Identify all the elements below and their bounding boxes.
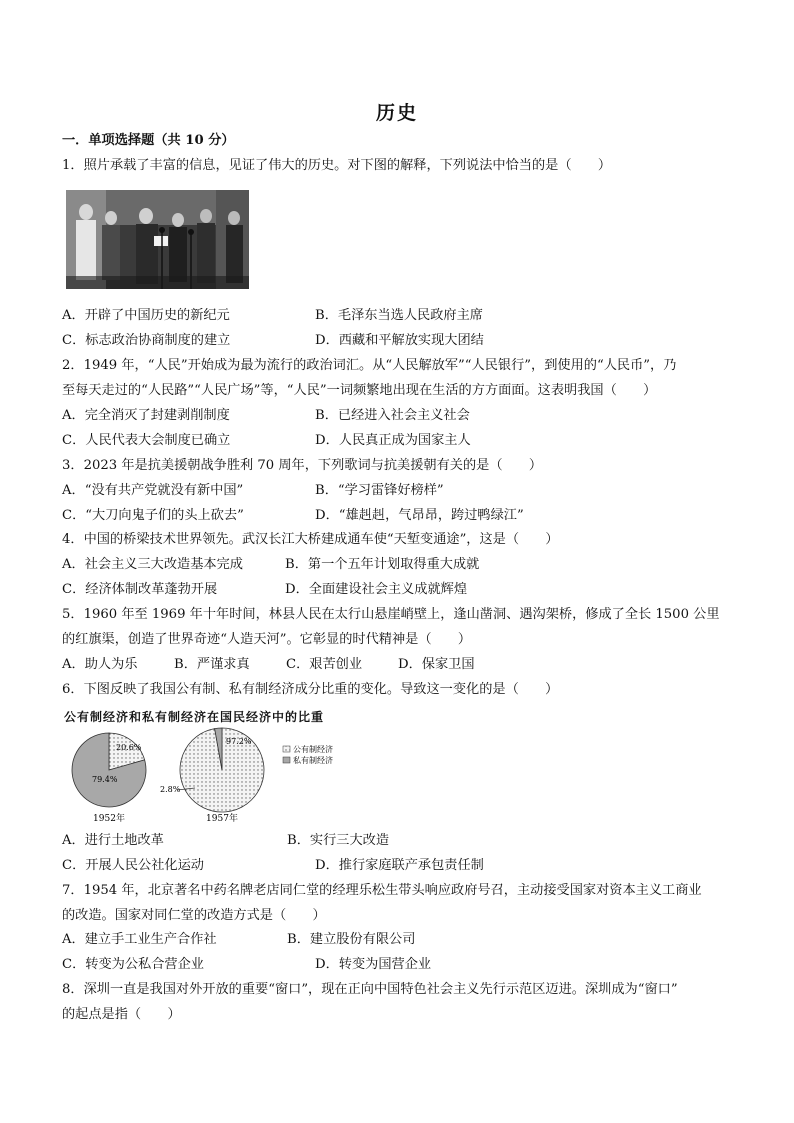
legend-private-label: 私有制经济: [293, 756, 333, 765]
question-1-stem: 1．照片承载了丰富的信息，见证了伟大的历史。对下图的解释，下列说法中恰当的是（ ）: [62, 158, 612, 173]
question-6-stem: 6．下图反映了我国公有制、私有制经济成分比重的变化。导致这一变化的是（ ）: [62, 682, 559, 697]
pie-1957-public-value: 97.2%: [226, 737, 252, 746]
q6-option-d: D．推行家庭联产承包责任制: [315, 858, 484, 873]
q5-option-c: C．艰苦创业: [286, 657, 363, 672]
pie-1957-private-value: 2.8%: [160, 785, 181, 794]
q3-option-d: D．“雄赳赳，气昂昂，跨过鸭绿江”: [315, 508, 524, 523]
question-8-stem-line2: 的起点是指（ ）: [62, 1007, 181, 1022]
q5-option-d: D．保家卫国: [398, 657, 475, 672]
q5-option-a: A．助人为乐: [62, 657, 138, 672]
question-5-stem-line1: 5．1960 年至 1969 年十年时间，林县人民在太行山悬崖峭壁上，逢山凿洞、遇沟架桥，修成了全长 1500 公里: [62, 607, 720, 622]
question-3-stem: 3．2023 年是抗美援朝战争胜利 70 周年，下列歌词与抗美援朝有关的是（ ）: [62, 458, 543, 473]
q5-option-b: B．严谨求真: [174, 657, 250, 672]
question-4-stem: 4．中国的桥梁技术世界领先。武汉长江大桥建成通车使“天堑变通途”，这是（ ）: [62, 532, 559, 547]
q1-option-a: A．开辟了中国历史的新纪元: [62, 308, 230, 323]
q7-option-a: A．建立手工业生产合作社: [62, 932, 217, 947]
legend-public-label: 公有制经济: [293, 745, 333, 754]
founding-ceremony-photo: [66, 190, 249, 289]
q7-option-d: D．转变为国营企业: [315, 957, 432, 972]
question-8-stem-line1: 8．深圳一直是我国对外开放的重要“窗口”，现在正向中国特色社会主义先行示范区迈进。深圳成为“窗口”: [62, 982, 678, 997]
q4-option-b: B．第一个五年计划取得重大成就: [285, 557, 480, 572]
q2-option-d: D．人民真正成为国家主人: [315, 433, 471, 448]
q4-option-c: C．经济体制改革蓬勃开展: [62, 582, 218, 597]
legend-public-swatch: [283, 746, 290, 752]
legend-private-swatch: [283, 757, 290, 763]
q2-option-a: A．完全消灭了封建剥削制度: [62, 408, 230, 423]
q7-option-c: C．转变为公私合营企业: [62, 957, 204, 972]
q3-option-a: A．“没有共产党就没有新中国”: [62, 483, 244, 498]
pie-1952-private-value: 79.4%: [92, 775, 118, 784]
question-7-stem-line1: 7．1954 年，北京著名中药名牌老店同仁堂的经理乐松生带头响应政府号召，主动接受国家对资本主义工商业: [62, 883, 702, 898]
q6-option-a: A．进行土地改革: [62, 833, 164, 848]
q4-option-d: D．全面建设社会主义成就辉煌: [285, 582, 468, 597]
q2-option-c: C．人民代表大会制度已确立: [62, 433, 231, 448]
ownership-pie-charts: [64, 724, 364, 824]
page-title: 历史: [375, 102, 418, 124]
question-2-stem-line1: 2．1949 年，“人民”开始成为最为流行的政治词汇。从“人民解放军”“人民银行”，到使用的“人民币”，乃: [62, 358, 677, 373]
q6-option-c: C．开展人民公社化运动: [62, 858, 204, 873]
pie-1952-label: 1952年: [93, 814, 125, 824]
q6-option-b: B．实行三大改造: [287, 833, 390, 848]
q2-option-b: B．已经进入社会主义社会: [315, 408, 470, 423]
q3-option-c: C．“大刀向鬼子们的头上砍去”: [62, 508, 244, 523]
q1-option-d: D．西藏和平解放实现大团结: [315, 333, 484, 348]
pie-1952-public-value: 20.6%: [116, 743, 142, 752]
pie-1957-label: 1957年: [206, 814, 238, 824]
question-7-stem-line2: 的改造。国家对同仁堂的改造方式是（ ）: [62, 908, 326, 923]
question-2-stem-line2: 至每天走过的“人民路”“人民广场”等，“人民”一词频繁地出现在生活的方方面面。这表明我国（ ）: [62, 383, 657, 398]
chart-title: 公有制经济和私有制经济在国民经济中的比重: [64, 710, 325, 724]
q3-option-b: B．“学习雷锋好榜样”: [315, 483, 444, 498]
q1-option-c: C．标志政治协商制度的建立: [62, 333, 231, 348]
section-heading: 一．单项选择题（共 10 分）: [62, 133, 235, 148]
q4-option-a: A．社会主义三大改造基本完成: [62, 557, 243, 572]
q7-option-b: B．建立股份有限公司: [287, 932, 416, 947]
question-5-stem-line2: 的红旗渠，创造了世界奇迹“人造天河”。它彰显的时代精神是（ ）: [62, 632, 472, 647]
q1-option-b: B．毛泽东当选人民政府主席: [315, 308, 483, 323]
